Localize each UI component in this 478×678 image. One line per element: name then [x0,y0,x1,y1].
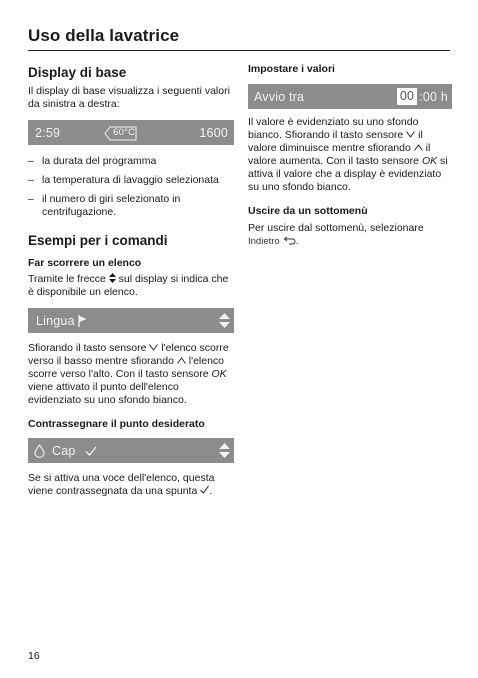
display-time: 2:59 [35,125,61,140]
mark-subheading: Contrassegnare il punto desiderato [28,418,205,430]
updown-arrows-icon[interactable] [219,313,230,328]
updown-arrows-icon [109,273,116,283]
scroll-description: Sfiorando il tasto sensore l'elenco scorre verso il basso mentre sfiorando l'elenco scorre verso l'alto. Con il tasto sensore OK viene attivato il punto dell'elenco evidenziato su uno sfondo bianco. [28,342,229,406]
display-temperature: 60°C [108,127,135,138]
language-list-display[interactable] [28,308,234,333]
display-suffix: :00 h [419,89,448,104]
left-column [28,60,234,498]
display-value-highlighted[interactable]: 00 [397,88,417,105]
display-values-list [28,155,234,219]
back-label: Indietro [248,236,280,247]
set-values-subheading: Impostare i valori [248,63,335,75]
chevron-down-icon [406,131,415,138]
chevron-up-icon [414,144,423,151]
checkmark-icon [200,485,209,494]
cap-list-display[interactable] [28,438,234,463]
list-item: – il numero di giri selezionato in centrifugazione. [28,193,181,218]
display-label: Avvio tra [254,89,305,104]
page-title: Uso della lavatrice [28,26,180,45]
scroll-text: Tramite le frecce sul display si indica che è disponibile un elenco. [28,273,229,298]
flag-icon [78,315,87,327]
submenu-text: Per uscire dal sottomenù, selezionare Indietro . [248,222,424,247]
title-rule [28,50,450,51]
display-spin: 1600 [199,125,228,140]
display-section-heading: Display di base [28,65,127,80]
examples-section-heading: Esempi per i comandi [28,233,168,248]
right-column [248,60,452,248]
list-item: – la temperatura di lavaggio selezionata [28,174,219,186]
back-arrow-icon [283,236,296,245]
water-drop-icon [34,444,45,458]
scroll-subheading: Far scorrere un elenco [28,257,142,269]
checkmark-icon [85,445,97,457]
display-section-intro: Il display di base visualizza i seguenti valori da sinistra a destra: [28,85,230,110]
start-delay-display [248,84,452,109]
display-label: Lingua [36,313,75,328]
list-item: – la durata del programma [28,155,157,167]
page-number: 16 [28,650,40,662]
display-label: Cap [52,443,76,458]
updown-arrows-icon[interactable] [219,443,230,458]
mark-text: Se si attiva una voce dell'elenco, questa viene contrassegnata da una spunta . [28,472,215,497]
submenu-subheading: Uscire da un sottomenù [248,205,368,217]
basic-display [28,120,234,145]
chevron-up-icon [177,357,186,364]
set-values-text: Il valore è evidenziato su uno sfondo bianco. Sfiorando il tasto sensore il valore diminuisce mentre sfiorando il valore aumenta. Con il tasto sensore OK si attiva il valore che a display è evidenziato su uno sfondo bianco. [248,116,448,193]
